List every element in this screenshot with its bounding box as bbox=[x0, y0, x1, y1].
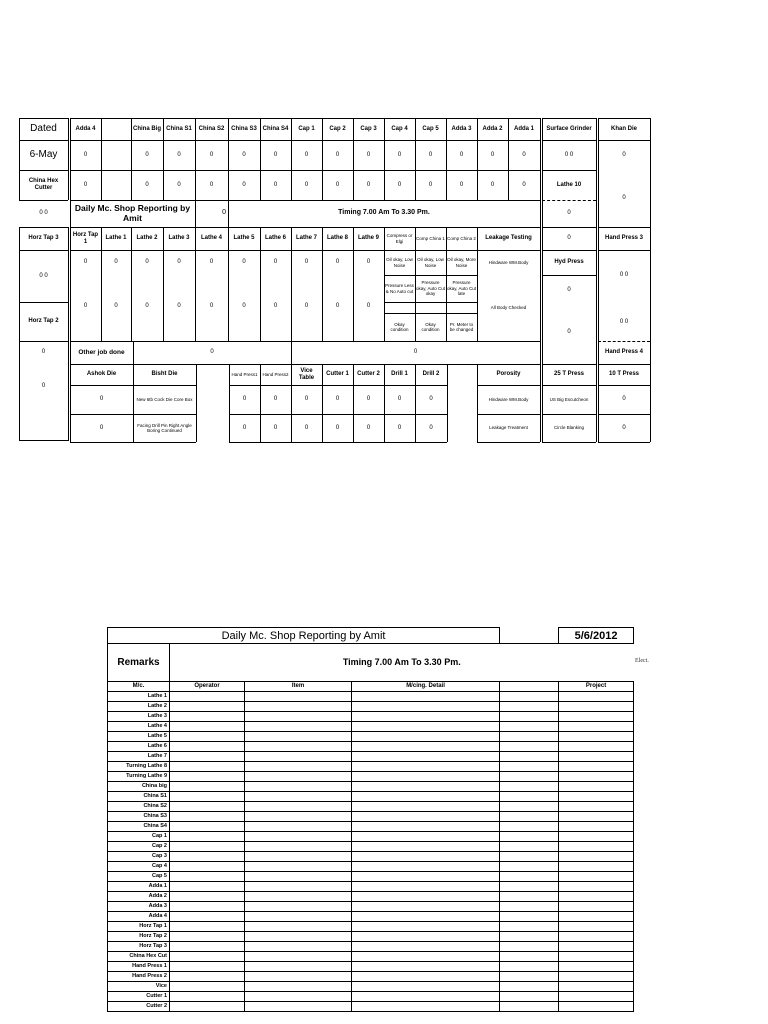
press25-1: US Big Escutcheon bbox=[549, 396, 589, 402]
machine-name: Adda 4 bbox=[108, 912, 170, 922]
machine-name: Cutter 2 bbox=[108, 1002, 170, 1012]
comp-note-a: Oil okay, Low Noise bbox=[417, 257, 444, 268]
table-row bbox=[108, 922, 634, 932]
grid-line bbox=[68, 118, 69, 200]
machine-name: Lathe 2 bbox=[108, 702, 170, 712]
hand-press-4: Hand Press 4 bbox=[604, 349, 644, 356]
zero-value: 0 bbox=[622, 151, 626, 158]
table-row bbox=[108, 812, 634, 822]
header-13: Adda 1 bbox=[513, 125, 534, 132]
row2-header-13: Comp China 2 bbox=[447, 235, 476, 241]
hand-press-3: Hand Press 3 bbox=[604, 235, 644, 242]
row2-header-3: Lathe 2 bbox=[136, 235, 158, 242]
machine-name: Hand Press 2 bbox=[108, 972, 170, 982]
zero-value: 0 bbox=[273, 259, 278, 266]
zero-value: 0 bbox=[366, 259, 371, 266]
grid-line bbox=[101, 118, 102, 200]
dated-label: Dated bbox=[30, 123, 57, 135]
row3-header-6: Cutter 2 bbox=[357, 371, 380, 378]
grid-line bbox=[598, 250, 650, 251]
machine-name: Lathe 1 bbox=[108, 692, 170, 702]
header-11: Adda 3 bbox=[451, 125, 472, 132]
zero-value: 0 bbox=[522, 181, 526, 188]
table-row bbox=[108, 732, 634, 742]
zero-value: 0 bbox=[567, 210, 571, 217]
press25-2: Circle Blanking bbox=[553, 425, 584, 431]
zero-pair: 0 0 bbox=[564, 151, 574, 158]
machine-name: China big bbox=[108, 782, 170, 792]
table-row bbox=[108, 782, 634, 792]
grid-line bbox=[542, 442, 596, 443]
zero-value: 0 bbox=[273, 424, 278, 431]
zero-value: 0 bbox=[304, 151, 309, 158]
table-row bbox=[108, 902, 634, 912]
column-header: M/cing. Detail bbox=[352, 682, 500, 692]
grid-line bbox=[542, 275, 596, 276]
header-6: Cap 1 bbox=[298, 125, 315, 132]
zero-value: 0 bbox=[459, 181, 464, 188]
khan-die: Khan Die bbox=[610, 125, 637, 132]
zero-value: 0 bbox=[242, 259, 246, 266]
date-value: 6-May bbox=[29, 149, 58, 161]
hyd-press: Hyd Press bbox=[554, 259, 584, 266]
table-row bbox=[108, 822, 634, 832]
comp-note-c: Okay condition bbox=[390, 321, 409, 332]
zero-value: 0 bbox=[622, 424, 626, 431]
table-row bbox=[108, 912, 634, 922]
grid-line bbox=[650, 118, 651, 364]
machine-name: Horz Tap 2 bbox=[108, 932, 170, 942]
report-timing: Timing 7.00 Am To 3.30 Pm. bbox=[170, 644, 634, 682]
machine-name: Lathe 4 bbox=[108, 722, 170, 732]
machine-name: Cap 5 bbox=[108, 872, 170, 882]
comp-note-b: Pressure okay, Auto Cut late bbox=[447, 280, 476, 297]
grid-line bbox=[540, 341, 541, 364]
porosity-2: Leakage Treatment bbox=[489, 425, 528, 431]
grid-line bbox=[540, 200, 541, 227]
zero-value: 0 bbox=[366, 396, 371, 403]
zero-value: 0 bbox=[177, 259, 181, 266]
machine-name: China S2 bbox=[108, 802, 170, 812]
machine-name: Turning Lathe 8 bbox=[108, 762, 170, 772]
machine-name: Turning Lathe 9 bbox=[108, 772, 170, 782]
column-header: Operator bbox=[170, 682, 245, 692]
column-header: M/c. bbox=[108, 682, 170, 692]
row3-header-5: Cutter 1 bbox=[326, 371, 349, 378]
zero-pair: 0 0 bbox=[619, 272, 629, 279]
title-value: 0 bbox=[222, 209, 226, 217]
zero-value: 0 bbox=[209, 151, 214, 158]
zero-value: 0 bbox=[335, 396, 340, 403]
row2-header-10: Lathe 9 bbox=[357, 235, 379, 242]
grid-line bbox=[19, 440, 68, 441]
zero-value: 0 bbox=[145, 259, 149, 266]
all-body-checked: All Body Checked bbox=[490, 304, 527, 310]
zero-value: 0 bbox=[490, 151, 495, 158]
row2-header-4: Lathe 3 bbox=[168, 235, 190, 242]
zero-value: 0 bbox=[429, 396, 433, 403]
header-10: Cap 5 bbox=[422, 125, 439, 132]
table-row bbox=[108, 852, 634, 862]
bisht-note-2: Facing Drill Pin Right Angle Boring Continued bbox=[137, 422, 192, 433]
zero-value: 0 bbox=[428, 181, 433, 188]
row3-header-9: Porosity bbox=[496, 371, 521, 378]
sheet-title: Daily Mc. Shop Reporting by Amit bbox=[74, 202, 191, 223]
zero-pair: 0 0 bbox=[619, 319, 629, 326]
table-row bbox=[108, 802, 634, 812]
zero-value: 0 bbox=[114, 259, 118, 266]
table-row bbox=[108, 742, 634, 752]
grid-line bbox=[540, 118, 541, 200]
zero-value: 0 bbox=[209, 303, 214, 310]
table-row bbox=[108, 792, 634, 802]
machine-name: Horz Tap 1 bbox=[108, 922, 170, 932]
zero-value: 0 bbox=[622, 396, 626, 403]
machine-name: Cap 2 bbox=[108, 842, 170, 852]
zero-value: 0 bbox=[335, 303, 340, 310]
table-row bbox=[108, 842, 634, 852]
row3-header-8: Drill 2 bbox=[422, 371, 440, 378]
table-row bbox=[108, 932, 634, 942]
grid-line bbox=[477, 442, 540, 443]
remarks-label: Remarks bbox=[108, 644, 170, 682]
china-hex-cutter: China Hex Cutter bbox=[28, 178, 59, 191]
surface-grinder: Surface Grinder bbox=[546, 125, 592, 132]
grid-line bbox=[70, 442, 196, 443]
table-row bbox=[108, 992, 634, 1002]
row2-header-14: Leakage Testing bbox=[485, 235, 532, 242]
zero-value: 0 bbox=[99, 396, 104, 403]
sheet-timing: Timing 7.00 Am To 3.30 Pm. bbox=[338, 209, 430, 217]
grid-line bbox=[598, 442, 650, 443]
zero-value: 0 bbox=[177, 151, 181, 158]
row2-header-12: Comp China 1 bbox=[416, 235, 445, 241]
header-5: China S4 bbox=[262, 125, 289, 132]
grid-line bbox=[447, 364, 448, 442]
comp-note-c: Pr. Meter to be changed bbox=[449, 321, 474, 332]
header-8: Cap 3 bbox=[360, 125, 377, 132]
grid-line bbox=[384, 302, 477, 303]
table-row bbox=[108, 762, 634, 772]
table-row bbox=[108, 862, 634, 872]
machine-name: China Hex Cut bbox=[108, 952, 170, 962]
zero-value: 0 bbox=[242, 303, 246, 310]
zero-value: 0 bbox=[567, 287, 571, 294]
zero-value: 0 bbox=[242, 181, 246, 188]
column-header: Project bbox=[559, 682, 634, 692]
zero-value: 0 bbox=[366, 424, 371, 431]
comp-note-b: Pressure okay, Auto Cut okay bbox=[416, 280, 445, 297]
zero-value: 0 bbox=[177, 181, 181, 188]
grid-line bbox=[229, 442, 447, 443]
left-zero-pair: 0 0 bbox=[39, 272, 48, 279]
zero-value: 0 bbox=[397, 151, 402, 158]
row2-header-8: Lathe 7 bbox=[295, 235, 317, 242]
machine-name: China S3 bbox=[108, 812, 170, 822]
row2-header-2: Lathe 1 bbox=[105, 235, 127, 242]
shop-report-table bbox=[107, 627, 634, 1012]
grid-line bbox=[596, 364, 597, 442]
zero-value: 0 bbox=[177, 303, 181, 310]
machine-name: Lathe 6 bbox=[108, 742, 170, 752]
table-row bbox=[108, 952, 634, 962]
row2-header-1: Horz Tap 1 bbox=[72, 231, 99, 245]
zero-value: 0 bbox=[145, 181, 149, 188]
zero-value: 0 bbox=[397, 396, 402, 403]
table-row bbox=[108, 1002, 634, 1012]
zero-value: 0 bbox=[429, 424, 433, 431]
table-row bbox=[108, 832, 634, 842]
grid-line bbox=[68, 250, 69, 441]
report-title: Daily Mc. Shop Reporting by Amit bbox=[108, 628, 500, 644]
zero-value: 0 bbox=[397, 424, 402, 431]
header-7: Cap 2 bbox=[329, 125, 346, 132]
table-row bbox=[108, 722, 634, 732]
machine-name: Lathe 3 bbox=[108, 712, 170, 722]
comp-note-a: Oil okay, More Noise bbox=[447, 257, 476, 268]
zero-value: 0 bbox=[41, 382, 46, 389]
machine-name: Cap 3 bbox=[108, 852, 170, 862]
left-zero-pair: 0 0 bbox=[39, 210, 48, 217]
table-row bbox=[108, 752, 634, 762]
zero-value: 0 bbox=[490, 181, 495, 188]
header-3: China S2 bbox=[198, 125, 225, 132]
zero-value: 0 bbox=[304, 396, 309, 403]
table-row bbox=[108, 702, 634, 712]
grid-line bbox=[196, 364, 197, 442]
other-job-done: Other job done bbox=[78, 348, 125, 356]
table-row bbox=[108, 892, 634, 902]
machine-name: Adda 3 bbox=[108, 902, 170, 912]
header-4: China S3 bbox=[231, 125, 257, 132]
hindware-body: Hindware WM.Body bbox=[488, 259, 529, 265]
machine-name: Hand Press 1 bbox=[108, 962, 170, 972]
machine-name: Lathe 7 bbox=[108, 752, 170, 762]
zero-value: 0 bbox=[567, 329, 571, 336]
row2-header-5: Lathe 4 bbox=[200, 235, 222, 242]
row3-header-10: 25 T Press bbox=[553, 371, 585, 378]
column-header bbox=[500, 682, 559, 692]
zero-value: 0 bbox=[242, 151, 246, 158]
zero-value: 0 bbox=[273, 181, 278, 188]
horz-tap-3: Horz Tap 3 bbox=[28, 235, 59, 242]
grid-line bbox=[596, 118, 597, 364]
zero-value: 0 bbox=[335, 151, 340, 158]
column-header: Item bbox=[245, 682, 352, 692]
zero-value: 0 bbox=[335, 424, 340, 431]
zero-value: 0 bbox=[145, 303, 149, 310]
row2-header-9: Lathe 8 bbox=[326, 235, 348, 242]
zero-value: 0 bbox=[397, 181, 402, 188]
table-row bbox=[108, 962, 634, 972]
zero-value: 0 bbox=[413, 349, 418, 356]
table-row bbox=[108, 872, 634, 882]
elect-label: Elect. bbox=[635, 658, 649, 664]
zero-value: 0 bbox=[41, 348, 46, 355]
row3-header-3: Hand Press2 bbox=[262, 371, 289, 377]
comp-note-b: Pressure Less & No Auto cut bbox=[385, 283, 414, 294]
zero-value: 0 bbox=[366, 303, 371, 310]
header-2: China S1 bbox=[166, 125, 192, 132]
zero-value: 0 bbox=[567, 235, 571, 242]
grid-line bbox=[650, 364, 651, 442]
bisht-note-1: New 6tb Cock Die Core Box bbox=[136, 396, 193, 402]
zero-value: 0 bbox=[428, 151, 433, 158]
machine-name: Cap 4 bbox=[108, 862, 170, 872]
grid-line bbox=[540, 227, 541, 341]
table-row bbox=[108, 692, 634, 702]
zero-value: 0 bbox=[366, 151, 371, 158]
zero-value: 0 bbox=[273, 151, 278, 158]
zero-value: 0 bbox=[83, 181, 88, 188]
zero-value: 0 bbox=[273, 303, 278, 310]
table-row bbox=[108, 712, 634, 722]
row3-header-7: Drill 1 bbox=[391, 371, 408, 378]
zero-value: 0 bbox=[242, 396, 247, 403]
row3-header-2: Hand Press1 bbox=[231, 371, 258, 377]
header-12: Adda 2 bbox=[482, 125, 503, 132]
zero-value: 0 bbox=[366, 181, 371, 188]
table-row bbox=[108, 972, 634, 982]
row3-header-11: 10 T Press bbox=[608, 371, 640, 378]
zero-value: 0 bbox=[145, 151, 149, 158]
machine-name: Lathe 5 bbox=[108, 732, 170, 742]
comp-note-a: Oil okay, Low Noise bbox=[386, 257, 413, 268]
zero-value: 0 bbox=[209, 259, 214, 266]
table-row bbox=[108, 772, 634, 782]
zero-value: 0 bbox=[99, 424, 104, 431]
machine-name: Adda 2 bbox=[108, 892, 170, 902]
row3-header-4: Vice Table bbox=[298, 367, 315, 381]
comp-note-c: Okay condition bbox=[421, 321, 440, 332]
zero-value: 0 bbox=[210, 349, 214, 356]
machine-name: China S1 bbox=[108, 792, 170, 802]
zero-value: 0 bbox=[304, 424, 309, 431]
machine-name: China S4 bbox=[108, 822, 170, 832]
row3-header-1: Bisht Die bbox=[151, 371, 178, 378]
machine-name: Adda 1 bbox=[108, 882, 170, 892]
table-row bbox=[108, 942, 634, 952]
zero-value: 0 bbox=[209, 181, 214, 188]
zero-value: 0 bbox=[304, 303, 309, 310]
row3-header-0: Ashok Die bbox=[86, 371, 117, 378]
report-date: 5/6/2012 bbox=[559, 628, 634, 644]
machine-name: Vice bbox=[108, 982, 170, 992]
zero-value: 0 bbox=[273, 396, 278, 403]
row2-header-11: Compress or Elgi bbox=[386, 233, 413, 244]
machine-name: Cap 1 bbox=[108, 832, 170, 842]
zero-value: 0 bbox=[242, 424, 247, 431]
horz-tap-2: Horz Tap 2 bbox=[28, 318, 59, 325]
zero-value: 0 bbox=[335, 259, 340, 266]
zero-value: 0 bbox=[304, 181, 309, 188]
zero-value: 0 bbox=[114, 303, 118, 310]
table-row bbox=[108, 982, 634, 992]
zero-value: 0 bbox=[459, 151, 464, 158]
header-1: China Big bbox=[133, 125, 161, 132]
zero-value: 0 bbox=[83, 259, 88, 266]
zero-value: 0 bbox=[83, 151, 88, 158]
lathe-10: Lathe 10 bbox=[556, 181, 582, 188]
porosity-1: Hindware WM.Body bbox=[488, 396, 529, 402]
zero-value: 0 bbox=[83, 303, 88, 310]
grid-line bbox=[540, 364, 541, 442]
zero-value: 0 bbox=[522, 151, 526, 158]
machine-name: Cutter 1 bbox=[108, 992, 170, 1002]
machine-name: Horz Tap 3 bbox=[108, 942, 170, 952]
zero-value: 0 bbox=[335, 181, 340, 188]
zero-value: 0 bbox=[622, 194, 626, 201]
header-9: Cap 4 bbox=[391, 125, 408, 132]
table-row bbox=[108, 882, 634, 892]
zero-value: 0 bbox=[304, 259, 309, 266]
row2-header-7: Lathe 6 bbox=[264, 235, 286, 242]
row2-header-6: Lathe 5 bbox=[233, 235, 255, 242]
header-0: Adda 4 bbox=[75, 125, 96, 132]
